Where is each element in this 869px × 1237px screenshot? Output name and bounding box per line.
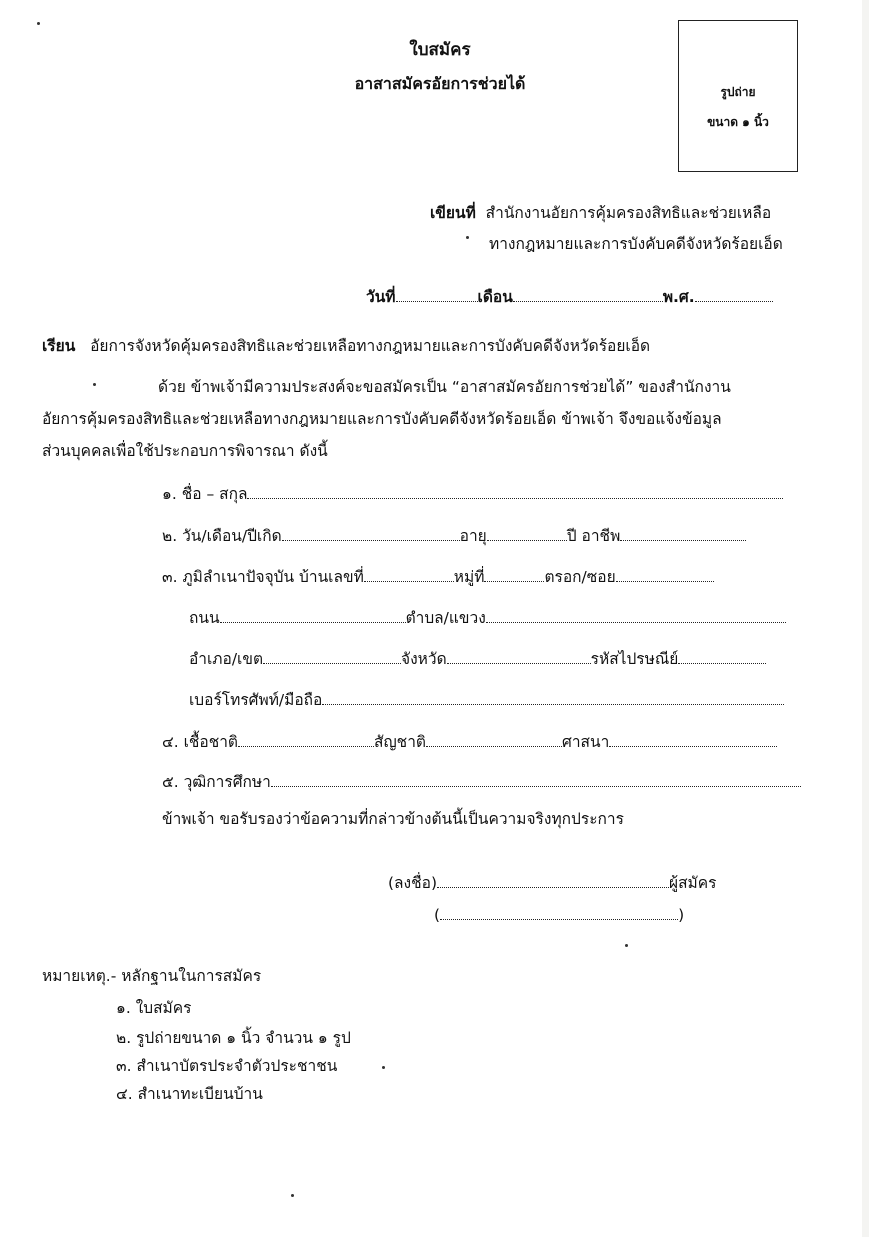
- printed-name-field[interactable]: [440, 905, 678, 920]
- month-label: เดือน: [477, 288, 513, 306]
- note-item-4: ๔. สำเนาทะเบียนบ้าน: [116, 1085, 263, 1103]
- birth-field[interactable]: [282, 526, 460, 541]
- photo-size-label: ขนาด ๑ นิ้ว: [707, 115, 769, 129]
- written-at-label: เขียนที่: [430, 204, 476, 222]
- district-label: อำเภอ/เขต: [189, 650, 264, 668]
- form-subtitle: อาสาสมัครอัยการช่วยได้: [354, 74, 526, 93]
- name-label: ๑. ชื่อ – สกุล: [162, 485, 248, 503]
- road-label: ถนน: [189, 609, 220, 627]
- nationality-field[interactable]: [426, 732, 562, 747]
- day-field[interactable]: [396, 287, 478, 302]
- nationality-label: สัญชาติ: [374, 733, 426, 751]
- district-field[interactable]: [263, 649, 401, 664]
- field-row-education: [162, 772, 801, 792]
- house-no-field[interactable]: [364, 567, 454, 582]
- birth-label: ๒. วัน/เดือน/ปีเกิด: [162, 527, 282, 545]
- phone-field[interactable]: [322, 690, 784, 705]
- photo-label: รูปถ่าย: [720, 85, 756, 99]
- religion-label: ศาสนา: [561, 733, 610, 751]
- body-line-2: อัยการคุ้มครองสิทธิและช่วยเหลือทางกฎหมายและการบังคับคดีจังหวัดร้อยเอ็ด ข้าพเจ้า จึงขอแจ้งข้อมูล: [42, 410, 722, 428]
- moo-field[interactable]: [484, 567, 544, 582]
- scan-speck: [93, 383, 96, 386]
- note-item-2: ๒. รูปถ่ายขนาด ๑ นิ้ว จำนวน ๑ รูป: [116, 1029, 351, 1047]
- printed-name-row: [434, 905, 684, 925]
- field-row-birth: [162, 526, 746, 546]
- body-line-3: ส่วนบุคคลเพื่อใช้ประกอบการพิจารณา ดังนี้: [42, 442, 328, 460]
- certify-text: ข้าพเจ้า ขอรับรองว่าข้อความที่กล่าวข้างต้นนี้เป็นความจริงทุกประการ: [162, 810, 624, 828]
- scan-speck: [382, 1066, 385, 1069]
- soi-field[interactable]: [616, 567, 714, 582]
- body-line-1: ด้วย ข้าพเจ้ามีความประสงค์จะขอสมัครเป็น “อาสาสมัครอัยการช่วยได้” ของสำนักงาน: [158, 378, 731, 396]
- form-title: ใบสมัคร: [409, 40, 471, 60]
- written-at-line2: ทางกฎหมายและการบังคับคดีจังหวัดร้อยเอ็ด: [489, 235, 783, 253]
- addressee: [42, 336, 650, 356]
- education-label: ๕. วุฒิการศึกษา: [162, 773, 271, 791]
- notes-heading: หมายเหตุ.- หลักฐานในการสมัคร: [42, 967, 262, 985]
- soi-label: ตรอก/ซอย: [544, 568, 616, 586]
- signature-row: [388, 873, 716, 893]
- subdistrict-field[interactable]: [486, 608, 786, 623]
- race-field[interactable]: [238, 732, 374, 747]
- open-paren: (: [434, 906, 441, 924]
- note-item-3: ๓. สำเนาบัตรประจำตัวประชาชน: [116, 1057, 338, 1075]
- moo-label: หมู่ที่: [453, 568, 485, 586]
- written-at-line1: สำนักงานอัยการคุ้มครองสิทธิและช่วยเหลือ: [485, 204, 772, 222]
- province-field[interactable]: [447, 649, 591, 664]
- scan-speck: [466, 236, 469, 239]
- addressee-label: เรียน: [42, 337, 76, 355]
- note-item-1: ๑. ใบสมัคร: [116, 999, 192, 1017]
- postcode-field[interactable]: [678, 649, 766, 664]
- date-line: [366, 287, 773, 307]
- religion-field[interactable]: [609, 732, 777, 747]
- sign-label: (ลงชื่อ): [388, 874, 437, 892]
- field-row-race: [162, 732, 777, 752]
- name-field[interactable]: [247, 484, 783, 499]
- province-label: จังหวัด: [401, 650, 447, 668]
- age-label: อายุ: [459, 527, 487, 545]
- address-label: ๓. ภูมิลำเนาปัจจุบัน บ้านเลขที่: [162, 568, 364, 586]
- field-row-address: [162, 567, 714, 587]
- year-label: พ.ศ.: [662, 288, 695, 306]
- scan-speck: [291, 1194, 294, 1197]
- field-row-road: [189, 608, 786, 628]
- subdistrict-label: ตำบล/แขวง: [405, 609, 486, 627]
- scan-speck: [625, 944, 628, 947]
- photo-box: [678, 20, 798, 172]
- close-paren: ): [678, 906, 685, 924]
- age-field[interactable]: [487, 526, 567, 541]
- scan-speck: [37, 22, 40, 25]
- written-at: [430, 203, 771, 223]
- occupation-field[interactable]: [620, 526, 746, 541]
- road-field[interactable]: [220, 608, 406, 623]
- addressee-text: อัยการจังหวัดคุ้มครองสิทธิและช่วยเหลือทางกฎหมายและการบังคับคดีจังหวัดร้อยเอ็ด: [90, 337, 651, 355]
- occupation-label: ปี อาชีพ: [566, 527, 621, 545]
- field-row-name: [162, 484, 783, 504]
- signature-field[interactable]: [437, 873, 669, 888]
- postcode-label: รหัสไปรษณีย์: [590, 650, 679, 668]
- day-label: วันที่: [366, 288, 396, 306]
- year-field[interactable]: [695, 287, 773, 302]
- race-label: ๔. เชื้อชาติ: [162, 733, 239, 751]
- education-field[interactable]: [271, 772, 801, 787]
- field-row-district: [189, 649, 766, 669]
- applicant-label: ผู้สมัคร: [669, 874, 717, 892]
- phone-label: เบอร์โทรศัพท์/มือถือ: [189, 691, 323, 709]
- month-field[interactable]: [513, 287, 663, 302]
- field-row-phone: [189, 690, 784, 710]
